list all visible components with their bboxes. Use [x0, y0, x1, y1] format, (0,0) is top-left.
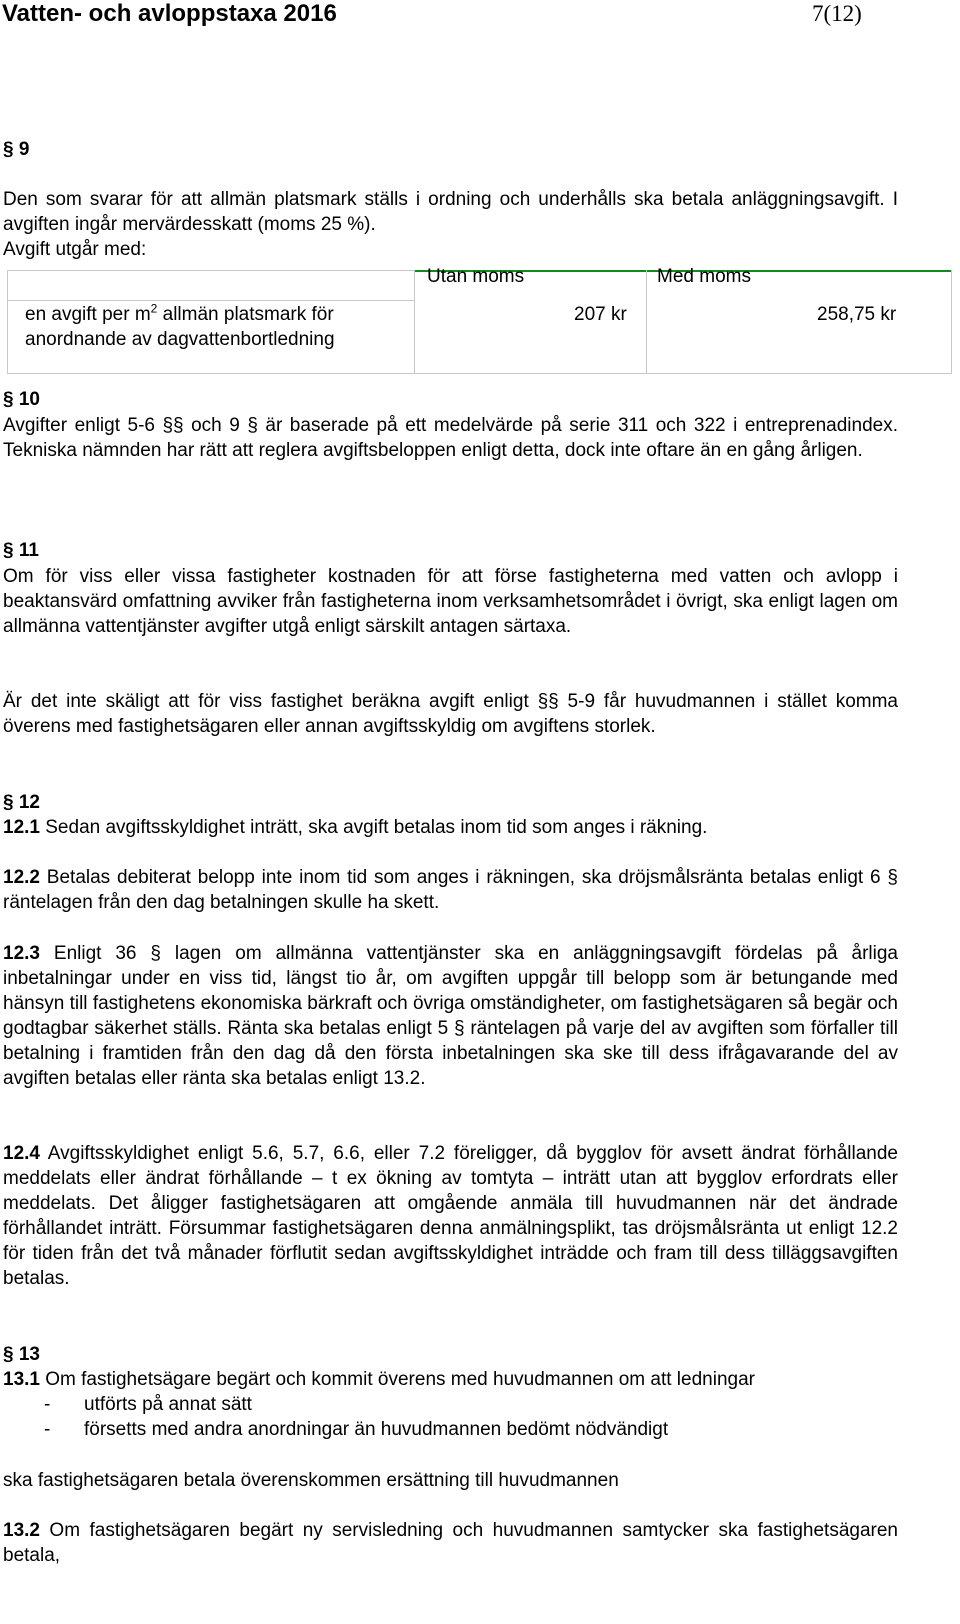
row-label-part: anordnande av dagvattenbortledning [25, 329, 335, 350]
clause-13-2 [3, 1518, 898, 1568]
section-heading-9: § 9 [3, 139, 30, 160]
table-cell-excl-vat: 207 kr [574, 304, 627, 325]
section-10-paragraph: Avgifter enligt 5-6 §§ och 9 § är baserade på ett medelvärde på serie 311 och 322 i entreprenadindex. Tekniska nämnden har rätt att reglera avgiftsbeloppen enligt detta, dock inte oftare än en gång årligen. [3, 415, 898, 461]
clause-text: Enligt 36 § lagen om allmänna vattentjänster ska en anläggningsavgift fördelas på årliga inbetalningar under en viss tid, längst tio år, om avgiften uppgår till belopp som är betungande med hänsyn till fastighetens ekonomiska bärkraft och övriga omständigheter, om fastighetsägaren så begär och godtagbar säkerhet ställs. Ränta ska betalas enligt 5 § räntelagen på varje del av avgiften som förfaller till betalning i framtiden från den dag då den första inbetalningen ska ske till dess ifrågavarande del av avgiften betalas eller ränta ska betalas enligt 13.2. [3, 943, 898, 1089]
list-item-1: utförts på annat sätt [84, 1394, 252, 1415]
clause-text: Avgiftsskyldighet enligt 5.6, 5.7, 6.6, eller 7.2 föreligger, då bygglov för avsett ändrat förhållande meddelats eller ändrat förhållande – t ex ökning av tomtyta – inträtt utan att bygglov erfordrats eller meddelats. Det åligger fastighetsägaren att omgående anmäla till huvudmannen när det ändrade förhållandet inträtt. Försummar fastighetsägaren denna anmälningsplikt, tas dröjsmålsränta ut enligt 12.2 för tiden från det två månader förflutit sedan avgiftsskyldighet inträdde och fram till dess tilläggsavgiften betalas. [3, 1143, 898, 1289]
clause-number: 12.3 [3, 943, 40, 964]
section-11-paragraph-1: Om för viss eller vissa fastigheter kostnaden för att förse fastigheterna med vatten och avlopp i beaktansvärd omfattning avviker från fastigheterna inom verksamhetsområdet i övrigt, ska enligt lagen om allmänna vattentjänster avgifter utgå enligt särskilt antagen särtaxa. [3, 566, 898, 637]
list-bullet: - [44, 1419, 51, 1440]
list-bullet: - [44, 1394, 51, 1415]
table-row-label [25, 302, 410, 352]
row-label-part: allmän platsmark för [157, 304, 334, 325]
clause-12-1 [3, 815, 898, 840]
table-header-excl-vat: Utan moms [427, 266, 525, 287]
table-header-incl-vat: Med moms [657, 266, 751, 287]
row-label-part: en avgift per m [25, 304, 151, 325]
section-9-paragraph: Den som svarar för att allmän platsmark ställs i ordning och underhålls ska betala anläggningsavgift. I avgiften ingår mervärdesskatt (moms 25 %). [3, 189, 898, 235]
section-heading-11: § 11 [3, 540, 39, 561]
clause-number: 13.2 [3, 1520, 40, 1541]
document-title: Vatten- och avloppstaxa 2016 [2, 0, 337, 27]
clause-13-1 [3, 1367, 898, 1392]
clause-13-1-conclusion: ska fastighetsägaren betala överenskommen ersättning till huvudmannen [3, 1470, 619, 1491]
clause-text: Om fastighetsägaren begärt ny servisledning och huvudmannen samtycker ska fastighetsägaren betala, [3, 1520, 898, 1566]
fee-table [0, 266, 952, 374]
table-cell-incl-vat: 258,75 kr [817, 304, 897, 325]
clause-number: 12.4 [3, 1143, 40, 1164]
clause-number: 13.1 [3, 1369, 40, 1390]
page-number: 7(12) [812, 1, 862, 26]
section-11-paragraph-2: Är det inte skäligt att för viss fastighet beräkna avgift enligt §§ 5-9 får huvudmannen i stället komma överens med fastighetsägaren eller annan avgiftsskyldig om avgiftens storlek. [3, 691, 898, 737]
section-heading-12: § 12 [3, 792, 40, 813]
row-label-superscript: 2 [150, 301, 158, 316]
clause-text: Om fastighetsägare begärt och kommit överens med huvudmannen om att ledningar [39, 1369, 755, 1390]
list-item-2: försetts med andra anordningar än huvudmannen bedömt nödvändigt [84, 1419, 669, 1440]
clause-text: Betalas debiterat belopp inte inom tid som anges i räkningen, ska dröjsmålsränta betalas enligt 6 § räntelagen från den dag betalningen skulle ha skett. [3, 867, 898, 913]
clause-number: 12.2 [3, 867, 40, 888]
clause-number: 12.1 [3, 817, 40, 838]
clause-12-3 [3, 941, 898, 1091]
clause-12-4 [3, 1141, 898, 1291]
section-heading-13: § 13 [3, 1344, 40, 1365]
section-9-fee-intro: Avgift utgår med: [3, 239, 147, 260]
section-heading-10: § 10 [3, 389, 40, 410]
clause-text: Sedan avgiftsskyldighet inträtt, ska avgift betalas inom tid som anges i räkning. [39, 817, 708, 838]
clause-12-2 [3, 865, 898, 915]
